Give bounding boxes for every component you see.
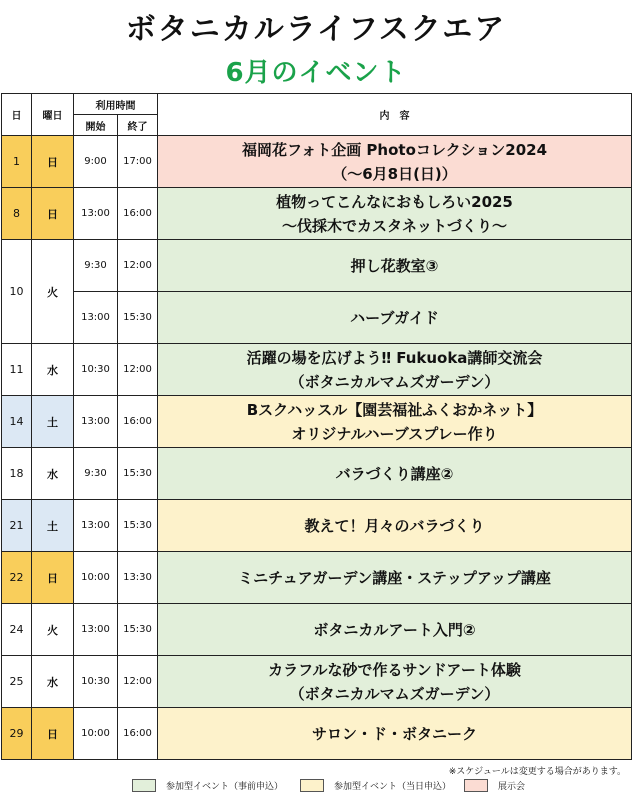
event-content-cell bbox=[158, 500, 632, 552]
table-row bbox=[2, 448, 632, 500]
event-title-line: ～伐採木でカスタネットづくり～ bbox=[281, 216, 507, 235]
header-end: 終了 bbox=[118, 115, 158, 136]
event-title-line: バラづくり講座② bbox=[335, 464, 454, 483]
legend-label: 参加型イベント（当日申込） bbox=[334, 782, 452, 792]
table-row bbox=[2, 604, 632, 656]
weekday-cell: 火 bbox=[32, 604, 74, 656]
legend-swatch bbox=[464, 779, 488, 792]
event-content-cell bbox=[158, 448, 632, 500]
start-time-cell: 9:30 bbox=[74, 240, 118, 292]
day-cell: 22 bbox=[2, 552, 32, 604]
event-title-line: （ボタニカルマムズガーデン） bbox=[289, 684, 500, 703]
day-cell: 14 bbox=[2, 396, 32, 448]
day-cell: 21 bbox=[2, 500, 32, 552]
weekday-cell: 日 bbox=[32, 188, 74, 240]
table-row bbox=[2, 136, 632, 188]
start-time-cell: 9:00 bbox=[74, 136, 118, 188]
event-title-line: オリジナルハーブスプレー作り bbox=[291, 424, 498, 443]
weekday-cell: 火 bbox=[32, 240, 74, 344]
event-title-line: 植物ってこんなにおもしろい2025 bbox=[276, 192, 513, 211]
start-time-cell: 10:00 bbox=[74, 552, 118, 604]
day-cell: 29 bbox=[2, 708, 32, 760]
start-time-cell: 13:00 bbox=[74, 396, 118, 448]
day-cell: 11 bbox=[2, 344, 32, 396]
event-title-line: Bスクハッスル【園芸福祉ふくおかネット】 bbox=[246, 400, 543, 419]
end-time-cell: 17:00 bbox=[118, 136, 158, 188]
event-content-cell bbox=[158, 240, 632, 292]
end-time-cell: 16:00 bbox=[118, 188, 158, 240]
table-row bbox=[2, 240, 632, 292]
event-content-cell bbox=[158, 292, 632, 344]
event-title-line: 福岡花フォト企画 Photoコレクション2024 bbox=[241, 140, 548, 159]
event-content-cell bbox=[158, 396, 632, 448]
day-cell: 18 bbox=[2, 448, 32, 500]
day-cell: 24 bbox=[2, 604, 32, 656]
end-time-cell: 16:00 bbox=[118, 396, 158, 448]
legend-item-exhibition bbox=[464, 779, 525, 792]
table-row bbox=[2, 708, 632, 760]
weekday-cell: 日 bbox=[32, 708, 74, 760]
event-title-line: （ボタニカルマムズガーデン） bbox=[289, 372, 500, 391]
weekday-cell: 日 bbox=[32, 136, 74, 188]
end-time-cell: 12:00 bbox=[118, 656, 158, 708]
legend-swatch bbox=[132, 779, 156, 792]
legend-swatch bbox=[300, 779, 324, 792]
table-row bbox=[2, 552, 632, 604]
legend-label: 参加型イベント（事前申込） bbox=[166, 782, 284, 792]
event-content-cell bbox=[158, 656, 632, 708]
legend-item-same-day bbox=[300, 779, 451, 792]
start-time-cell: 13:00 bbox=[74, 500, 118, 552]
header-content: 内 容 bbox=[158, 94, 632, 136]
event-title-line: （～6月8日(日)） bbox=[332, 164, 457, 183]
start-time-cell: 13:00 bbox=[74, 188, 118, 240]
end-time-cell: 15:30 bbox=[118, 448, 158, 500]
day-cell: 10 bbox=[2, 240, 32, 344]
weekday-cell: 水 bbox=[32, 448, 74, 500]
weekday-cell: 土 bbox=[32, 396, 74, 448]
end-time-cell: 15:30 bbox=[118, 604, 158, 656]
legend-item-preregistration bbox=[132, 779, 283, 792]
header-day: 日 bbox=[2, 94, 32, 136]
end-time-cell: 12:00 bbox=[118, 344, 158, 396]
weekday-cell: 水 bbox=[32, 344, 74, 396]
start-time-cell: 10:30 bbox=[74, 656, 118, 708]
page-subtitle: 6月のイベント bbox=[225, 58, 407, 88]
event-title-line: 押し花教室③ bbox=[350, 256, 439, 275]
event-title-line: 活躍の場を広げよう‼ Fukuoka講師交流会 bbox=[246, 348, 543, 367]
end-time-cell: 13:30 bbox=[118, 552, 158, 604]
table-row bbox=[2, 292, 632, 344]
day-cell: 1 bbox=[2, 136, 32, 188]
table-row bbox=[2, 656, 632, 708]
schedule-change-note: ※スケジュールは変更する場合があります。 bbox=[448, 767, 626, 777]
table-body bbox=[2, 136, 632, 760]
event-content-cell bbox=[158, 604, 632, 656]
event-title-line: ミニチュアガーデン講座・ステップアップ講座 bbox=[238, 568, 551, 587]
start-time-cell: 13:00 bbox=[74, 604, 118, 656]
end-time-cell: 15:30 bbox=[118, 500, 158, 552]
header-weekday: 曜日 bbox=[32, 94, 74, 136]
event-title-line: ハーブガイド bbox=[350, 308, 439, 327]
table-header bbox=[2, 94, 632, 136]
end-time-cell: 12:00 bbox=[118, 240, 158, 292]
event-title-line: カラフルな砂で作るサンドアート体験 bbox=[268, 660, 521, 679]
table-row bbox=[2, 344, 632, 396]
day-cell: 25 bbox=[2, 656, 32, 708]
event-title-line: ボタニカルアート入門② bbox=[313, 620, 476, 639]
start-time-cell: 9:30 bbox=[74, 448, 118, 500]
header-hours: 利用時間 bbox=[74, 94, 158, 115]
event-content-cell bbox=[158, 344, 632, 396]
event-title-line: サロン・ド・ボタニーク bbox=[311, 724, 477, 743]
legend bbox=[0, 779, 632, 795]
table-row bbox=[2, 500, 632, 552]
header-start: 開始 bbox=[74, 115, 118, 136]
table-row bbox=[2, 188, 632, 240]
event-title-line: 教えて！月々のバラづくり bbox=[304, 516, 485, 535]
start-time-cell: 10:30 bbox=[74, 344, 118, 396]
event-content-cell bbox=[158, 188, 632, 240]
start-time-cell: 13:00 bbox=[74, 292, 118, 344]
event-content-cell bbox=[158, 708, 632, 760]
event-content-cell bbox=[158, 136, 632, 188]
day-cell: 8 bbox=[2, 188, 32, 240]
page-title: ボタニカルライフスクエア bbox=[125, 12, 507, 47]
weekday-cell: 水 bbox=[32, 656, 74, 708]
legend-label: 展示会 bbox=[498, 782, 526, 792]
end-time-cell: 15:30 bbox=[118, 292, 158, 344]
table-row bbox=[2, 396, 632, 448]
start-time-cell: 10:00 bbox=[74, 708, 118, 760]
event-content-cell bbox=[158, 552, 632, 604]
end-time-cell: 16:00 bbox=[118, 708, 158, 760]
weekday-cell: 日 bbox=[32, 552, 74, 604]
weekday-cell: 土 bbox=[32, 500, 74, 552]
event-schedule-table bbox=[1, 93, 632, 760]
